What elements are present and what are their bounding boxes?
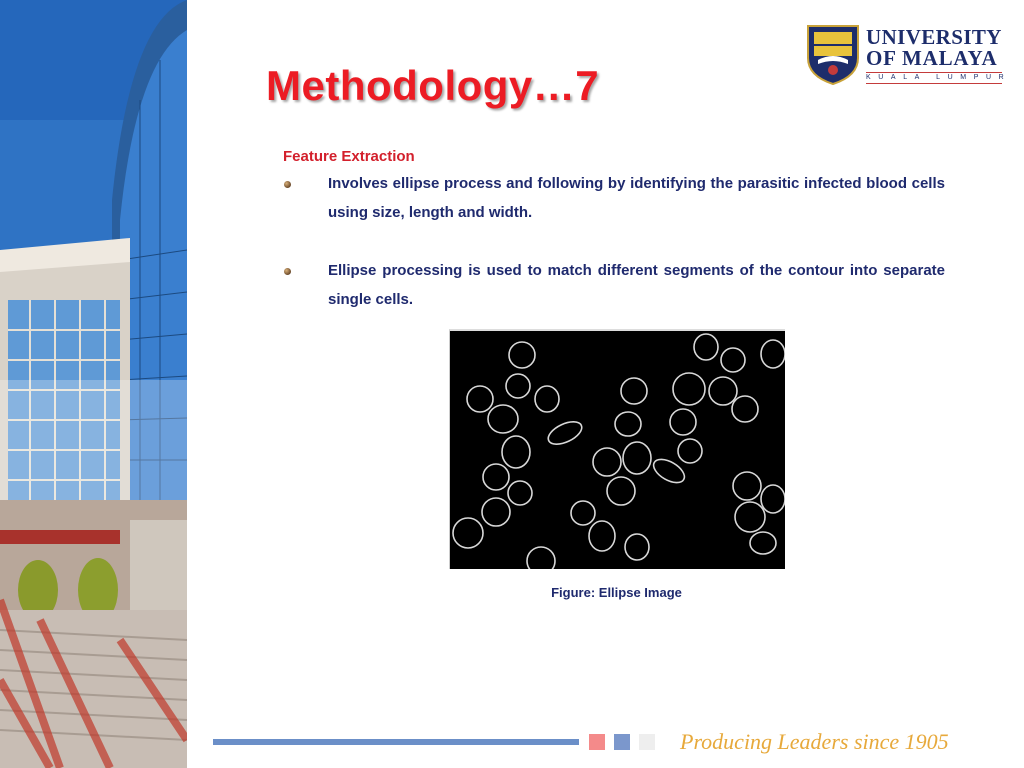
university-logo (806, 24, 1012, 88)
bullet-text: Ellipse processing is used to match different segments of the contour into separate single cells. (328, 262, 945, 308)
section-heading: Feature Extraction (283, 148, 415, 165)
logo-text-kuala-lumpur: KUALA LUMPUR (866, 72, 1002, 84)
figure-caption: Figure: Ellipse Image (551, 585, 682, 600)
bullet-icon (284, 181, 291, 188)
slide-body (283, 145, 945, 314)
footer-divider (213, 739, 579, 745)
logo-text-of-malaya: OF MALAYA (866, 46, 998, 70)
building-photo (0, 0, 187, 768)
slide-title: Methodology…7 (266, 62, 600, 109)
logo-text-university: UNIVERSITY (866, 25, 1002, 49)
footer-square-icon (614, 734, 630, 750)
ellipse-image (449, 329, 785, 569)
bullet-item (283, 169, 945, 227)
footer-tagline: Producing Leaders since 1905 (680, 729, 949, 754)
bullet-icon (284, 268, 291, 275)
footer-square-icon (589, 734, 605, 750)
footer-square-icon (639, 734, 655, 750)
bullet-item (283, 256, 945, 314)
university-crest-icon (806, 24, 860, 86)
bullet-text: Involves ellipse process and following by identifying the parasitic infected blood cells using size, length and width. (328, 175, 945, 221)
